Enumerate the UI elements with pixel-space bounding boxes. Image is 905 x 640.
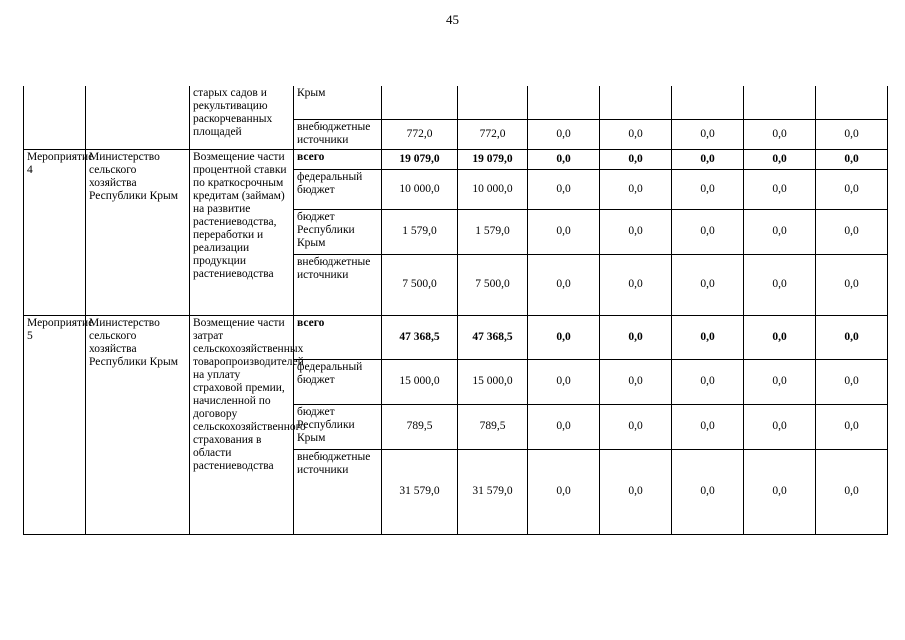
value-cell: 0,0	[744, 149, 816, 169]
value-cell: 0,0	[672, 359, 744, 404]
source-cell: всего	[294, 315, 382, 359]
value-cell: 0,0	[816, 254, 888, 315]
value-cell: 0,0	[528, 315, 600, 359]
value-cell: 0,0	[816, 315, 888, 359]
source-cell: федеральный бюджет	[294, 169, 382, 209]
value-cell: 10 000,0	[458, 169, 528, 209]
value-cell: 19 079,0	[382, 149, 458, 169]
value-cell: 31 579,0	[458, 449, 528, 534]
value-cell: 0,0	[744, 169, 816, 209]
value-cell: 0,0	[528, 359, 600, 404]
source-cell: внебюджетные источники	[294, 254, 382, 315]
value-cell: 0,0	[672, 404, 744, 449]
value-cell: 0,0	[672, 254, 744, 315]
source-cell: внебюджетные источники	[294, 119, 382, 149]
value-cell: 789,5	[458, 404, 528, 449]
value-cell: 0,0	[816, 449, 888, 534]
value-cell: 19 079,0	[458, 149, 528, 169]
executor-cell	[86, 86, 190, 149]
source-cell: бюджет Республики Крым	[294, 404, 382, 449]
value-cell	[744, 86, 816, 119]
value-cell	[672, 86, 744, 119]
value-cell: 0,0	[744, 254, 816, 315]
value-cell: 772,0	[458, 119, 528, 149]
value-cell: 0,0	[744, 359, 816, 404]
value-cell: 7 500,0	[382, 254, 458, 315]
table-row	[24, 315, 888, 359]
value-cell: 0,0	[816, 359, 888, 404]
value-cell	[528, 86, 600, 119]
description-cell: Возмещение части процентной ставки по краткосрочным кредитам (займам) на развитие растениеводства, переработки и реализации продукции растениеводства	[190, 149, 294, 315]
value-cell: 0,0	[672, 315, 744, 359]
source-cell: внебюджетные источники	[294, 449, 382, 534]
measure-label-cell: Мероприятие 4	[24, 149, 86, 315]
executor-cell: Министерство сельского хозяйства Республики Крым	[86, 315, 190, 534]
value-cell: 0,0	[744, 404, 816, 449]
value-cell: 772,0	[382, 119, 458, 149]
value-cell: 31 579,0	[382, 449, 458, 534]
value-cell: 47 368,5	[458, 315, 528, 359]
source-cell: всего	[294, 149, 382, 169]
value-cell: 0,0	[528, 449, 600, 534]
source-cell: бюджет Республики Крым	[294, 209, 382, 254]
value-cell: 0,0	[672, 449, 744, 534]
value-cell: 0,0	[672, 149, 744, 169]
value-cell: 0,0	[672, 119, 744, 149]
value-cell: 0,0	[600, 449, 672, 534]
value-cell: 0,0	[816, 209, 888, 254]
value-cell	[458, 86, 528, 119]
measure-label-cell: Мероприятие 5	[24, 315, 86, 534]
value-cell: 0,0	[600, 119, 672, 149]
value-cell: 1 579,0	[382, 209, 458, 254]
value-cell: 0,0	[672, 169, 744, 209]
value-cell: 789,5	[382, 404, 458, 449]
value-cell: 0,0	[528, 404, 600, 449]
value-cell: 0,0	[672, 209, 744, 254]
value-cell: 0,0	[600, 254, 672, 315]
value-cell: 0,0	[744, 449, 816, 534]
value-cell: 0,0	[600, 169, 672, 209]
value-cell: 0,0	[600, 209, 672, 254]
value-cell	[816, 86, 888, 119]
value-cell	[600, 86, 672, 119]
value-cell	[382, 86, 458, 119]
source-cell: федеральный бюджет	[294, 359, 382, 404]
value-cell: 0,0	[744, 315, 816, 359]
value-cell: 0,0	[744, 119, 816, 149]
value-cell: 0,0	[816, 169, 888, 209]
value-cell: 0,0	[600, 404, 672, 449]
value-cell: 7 500,0	[458, 254, 528, 315]
value-cell: 0,0	[744, 209, 816, 254]
value-cell: 0,0	[816, 149, 888, 169]
value-cell: 15 000,0	[382, 359, 458, 404]
value-cell: 0,0	[528, 149, 600, 169]
value-cell: 15 000,0	[458, 359, 528, 404]
value-cell: 0,0	[600, 149, 672, 169]
value-cell: 0,0	[600, 359, 672, 404]
value-cell: 0,0	[528, 254, 600, 315]
value-cell: 0,0	[816, 119, 888, 149]
description-cell: Возмещение части затрат сельскохозяйственных товаропроизводителей на уплату страховой премии, начисленной по договору сельскохозяйственного страхования в области растениеводства	[190, 315, 294, 534]
table-row	[24, 149, 888, 169]
source-cell: Крым	[294, 86, 382, 119]
value-cell: 10 000,0	[382, 169, 458, 209]
budget-table	[23, 86, 888, 535]
executor-cell: Министерство сельского хозяйства Республики Крым	[86, 149, 190, 315]
description-cell: старых садов и рекультивацию раскорчеванных площадей	[190, 86, 294, 149]
value-cell: 0,0	[816, 404, 888, 449]
value-cell: 0,0	[528, 119, 600, 149]
page-number: 45	[446, 12, 459, 27]
value-cell: 1 579,0	[458, 209, 528, 254]
value-cell: 47 368,5	[382, 315, 458, 359]
measure-label-cell	[24, 86, 86, 149]
value-cell: 0,0	[528, 169, 600, 209]
table-row	[24, 86, 888, 119]
value-cell: 0,0	[528, 209, 600, 254]
value-cell: 0,0	[600, 315, 672, 359]
